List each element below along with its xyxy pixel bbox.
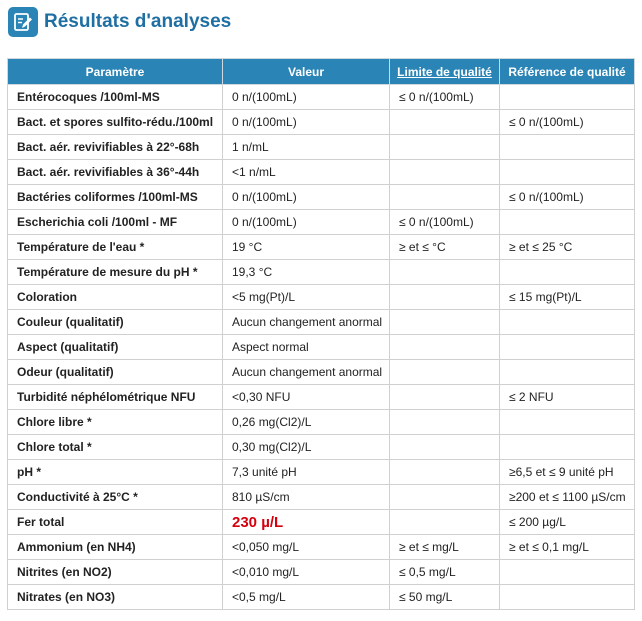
reference-cell xyxy=(500,410,635,435)
value-cell: Aspect normal xyxy=(223,335,390,360)
parameter-cell: Nitrates (en NO3) xyxy=(8,585,223,610)
reference-cell xyxy=(500,560,635,585)
parameter-cell: Bact. et spores sulfito-rédu./100ml xyxy=(8,110,223,135)
value-cell: <0,5 mg/L xyxy=(223,585,390,610)
column-header-parametre: Paramètre xyxy=(8,59,223,85)
limit-cell xyxy=(390,335,500,360)
limite-link-label[interactable]: Limite de qualité xyxy=(397,64,492,79)
limit-cell xyxy=(390,435,500,460)
table-row xyxy=(8,410,635,435)
table-row xyxy=(8,110,635,135)
value-cell: 0 n/(100mL) xyxy=(223,85,390,110)
table-row xyxy=(8,160,635,185)
value-cell: <0,050 mg/L xyxy=(223,535,390,560)
table-row xyxy=(8,360,635,385)
table-row xyxy=(8,535,635,560)
table-row xyxy=(8,510,635,535)
parameter-cell: Ammonium (en NH4) xyxy=(8,535,223,560)
table-row xyxy=(8,485,635,510)
reference-cell: ≤ 2 NFU xyxy=(500,385,635,410)
column-header-reference: Référence de qualité xyxy=(500,59,635,85)
table-body xyxy=(8,85,635,610)
parameter-cell: Couleur (qualitatif) xyxy=(8,310,223,335)
table-row xyxy=(8,585,635,610)
table-row xyxy=(8,385,635,410)
parameter-cell: Bact. aér. revivifiables à 22°-68h xyxy=(8,135,223,160)
limit-cell: ≤ 50 mg/L xyxy=(390,585,500,610)
reference-cell: ≤ 200 µg/L xyxy=(500,510,635,535)
reference-cell: ≤ 0 n/(100mL) xyxy=(500,110,635,135)
limit-cell xyxy=(390,285,500,310)
reference-cell: ≤ 0 n/(100mL) xyxy=(500,185,635,210)
table-row xyxy=(8,435,635,460)
reference-cell: ≥200 et ≤ 1100 µS/cm xyxy=(500,485,635,510)
limit-cell: ≥ et ≤ °C xyxy=(390,235,500,260)
reference-cell xyxy=(500,260,635,285)
limit-cell xyxy=(390,385,500,410)
reference-cell: ≥6,5 et ≤ 9 unité pH xyxy=(500,460,635,485)
value-cell: 19,3 °C xyxy=(223,260,390,285)
value-cell: 19 °C xyxy=(223,235,390,260)
value-cell: <5 mg(Pt)/L xyxy=(223,285,390,310)
table-row xyxy=(8,85,635,110)
reference-cell xyxy=(500,85,635,110)
value-cell: 0,30 mg(Cl2)/L xyxy=(223,435,390,460)
value-cell: 0,26 mg(Cl2)/L xyxy=(223,410,390,435)
limit-cell xyxy=(390,485,500,510)
parameter-cell: Température de l'eau * xyxy=(8,235,223,260)
table-row xyxy=(8,335,635,360)
table-row xyxy=(8,210,635,235)
parameter-cell: Chlore total * xyxy=(8,435,223,460)
reference-cell xyxy=(500,360,635,385)
reference-cell xyxy=(500,310,635,335)
table-row xyxy=(8,285,635,310)
column-header-limite-link[interactable] xyxy=(390,59,500,85)
value-cell: 0 n/(100mL) xyxy=(223,185,390,210)
parameter-cell: Escherichia coli /100ml - MF xyxy=(8,210,223,235)
parameter-cell: Entérocoques /100ml-MS xyxy=(8,85,223,110)
reference-cell xyxy=(500,435,635,460)
column-header-valeur: Valeur xyxy=(223,59,390,85)
limit-cell xyxy=(390,510,500,535)
limit-cell xyxy=(390,460,500,485)
reference-cell xyxy=(500,135,635,160)
parameter-cell: Coloration xyxy=(8,285,223,310)
value-cell: <0,010 mg/L xyxy=(223,560,390,585)
limit-cell: ≤ 0 n/(100mL) xyxy=(390,85,500,110)
parameter-cell: Turbidité néphélométrique NFU xyxy=(8,385,223,410)
table-row xyxy=(8,235,635,260)
limit-cell xyxy=(390,260,500,285)
limit-cell: ≤ 0,5 mg/L xyxy=(390,560,500,585)
value-cell: 810 µS/cm xyxy=(223,485,390,510)
page-header xyxy=(8,6,231,38)
parameter-cell: pH * xyxy=(8,460,223,485)
table-row xyxy=(8,460,635,485)
page-title: Résultats d'analyses xyxy=(44,11,232,32)
value-cell: 7,3 unité pH xyxy=(223,460,390,485)
reference-cell xyxy=(500,585,635,610)
parameter-cell: Conductivité à 25°C * xyxy=(8,485,223,510)
parameter-cell: Température de mesure du pH * xyxy=(8,260,223,285)
parameter-cell: Nitrites (en NO2) xyxy=(8,560,223,585)
table-row xyxy=(8,310,635,335)
table-row xyxy=(8,135,635,160)
parameter-cell: Fer total xyxy=(8,510,223,535)
parameter-cell: Bactéries coliformes /100ml-MS xyxy=(8,185,223,210)
value-cell: 1 n/mL xyxy=(223,135,390,160)
parameter-cell: Odeur (qualitatif) xyxy=(8,360,223,385)
value-cell: Aucun changement anormal xyxy=(223,310,390,335)
reference-cell xyxy=(500,210,635,235)
reference-cell xyxy=(500,160,635,185)
table-row xyxy=(8,560,635,585)
reference-cell: ≤ 15 mg(Pt)/L xyxy=(500,285,635,310)
reference-cell: ≥ et ≤ 0,1 mg/L xyxy=(500,535,635,560)
table-row xyxy=(8,260,635,285)
reference-cell xyxy=(500,335,635,360)
limit-cell xyxy=(390,135,500,160)
limit-cell xyxy=(390,185,500,210)
parameter-cell: Aspect (qualitatif) xyxy=(8,335,223,360)
reference-cell: ≥ et ≤ 25 °C xyxy=(500,235,635,260)
parameter-cell: Chlore libre * xyxy=(8,410,223,435)
edit-icon xyxy=(8,7,38,37)
limit-cell xyxy=(390,360,500,385)
limit-cell xyxy=(390,160,500,185)
results-table xyxy=(7,58,635,610)
limit-cell xyxy=(390,310,500,335)
value-cell: 230 µ/L xyxy=(223,510,390,535)
limit-cell: ≥ et ≤ mg/L xyxy=(390,535,500,560)
value-cell: 0 n/(100mL) xyxy=(223,210,390,235)
limit-cell: ≤ 0 n/(100mL) xyxy=(390,210,500,235)
value-cell: <0,30 NFU xyxy=(223,385,390,410)
value-cell: <1 n/mL xyxy=(223,160,390,185)
value-cell: Aucun changement anormal xyxy=(223,360,390,385)
parameter-cell: Bact. aér. revivifiables à 36°-44h xyxy=(8,160,223,185)
table-row xyxy=(8,185,635,210)
value-cell: 0 n/(100mL) xyxy=(223,110,390,135)
table-header-row xyxy=(8,59,635,85)
limit-cell xyxy=(390,410,500,435)
limit-cell xyxy=(390,110,500,135)
